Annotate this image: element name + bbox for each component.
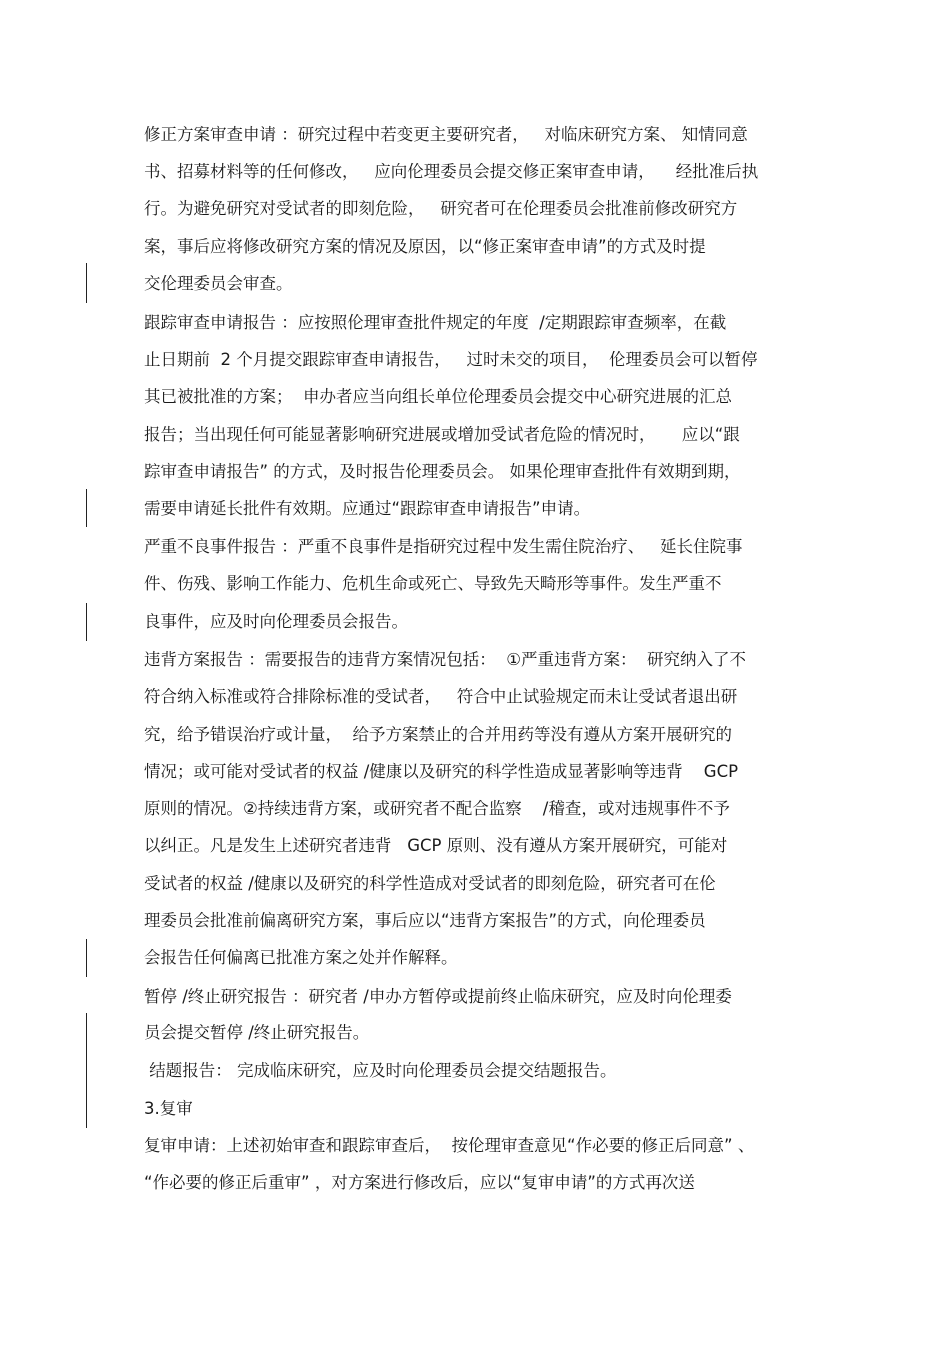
text-line: 其已被批准的方案； 申办者应当向组长单位伦理委员会提交中心研究进展的汇总	[144, 387, 732, 406]
text-line: 员会提交暂停 /终止研究报告。	[144, 1023, 370, 1042]
text-line: 踪审查申请报告” 的方式，及时报告伦理委员会。 如果伦理审查批件有效期到期，	[144, 462, 741, 481]
text-line: 需要申请延长批件有效期。应通过“跟踪审查申请报告”申请。	[144, 499, 591, 518]
change-bar	[86, 603, 87, 641]
text-line: 暂停 /终止研究报告 ：研究者 /申办方暂停或提前终止临床研究，应及时向伦理委	[144, 987, 732, 1006]
change-bar	[86, 1013, 87, 1128]
text-line: 跟踪审查申请报告 ：应按照伦理审查批件规定的年度 /定期跟踪审查频率，在截	[144, 313, 727, 332]
text-line: 交伦理委员会审查。	[144, 274, 293, 293]
text-line: 良事件，应及时向伦理委员会报告。	[144, 612, 408, 631]
text-line: 会报告任何偏离已批准方案之处并作解释。	[144, 948, 458, 967]
text-line: 严重不良事件报告 ：严重不良事件是指研究过程中发生需住院治疗、 延长住院事	[144, 537, 743, 556]
text-line: 以纠正。凡是发生上述研究者违背 GCP 原则、没有遵从方案开展研究，可能对	[144, 836, 728, 855]
text-line: 违背方案报告 ：需要报告的违背方案情况包括： ①严重违背方案： 研究纳入了不	[144, 650, 747, 669]
text-line: 受试者的权益 /健康以及研究的科学性造成对受试者的即刻危险，研究者可在伦	[144, 874, 716, 893]
change-bar	[86, 939, 87, 977]
text-line: “作必要的修正后重审” ，对方案进行修改后，应以“复审申请”的方式再次送	[144, 1173, 695, 1192]
text-line: 结题报告： 完成临床研究，应及时向伦理委员会提交结题报告。	[144, 1061, 617, 1080]
text-line: 案，事后应将修改研究方案的情况及原因，以“修正案审查申请”的方式及时提	[144, 237, 706, 256]
text-line: 情况；或可能对受试者的权益 /健康以及研究的科学性造成显著影响等违背 GCP	[144, 762, 739, 781]
text-line: 修正方案审查申请 ：研究过程中若变更主要研究者， 对临床研究方案、 知情同意	[144, 125, 748, 144]
text-line: 究，给予错误治疗或计量， 给予方案禁止的合并用药等没有遵从方案开展研究的	[144, 725, 732, 744]
text-line: 符合纳入标准或符合排除标准的受试者， 符合中止试验规定而未让受试者退出研	[144, 687, 738, 706]
change-bar	[86, 489, 87, 527]
text-line: 止日期前 2 个月提交跟踪审查申请报告， 过时未交的项目， 伦理委员会可以暂停	[144, 350, 758, 369]
text-line: 理委员会批准前偏离研究方案，事后应以“违背方案报告”的方式，向伦理委员	[144, 911, 706, 930]
text-line: 书、招募材料等的任何修改， 应向伦理委员会提交修正案审查申请， 经批准后执	[144, 162, 759, 181]
text-line: 行。为避免研究对受试者的即刻危险， 研究者可在伦理委员会批准前修改研究方	[144, 199, 738, 218]
text-line: 报告；当出现任何可能显著影响研究进展或增加受试者危险的情况时， 应以“跟	[144, 425, 740, 444]
change-bar	[86, 263, 87, 303]
section-heading: 3.复审	[144, 1099, 193, 1118]
text-line: 原则的情况。②持续违背方案，或研究者不配合监察 /稽查，或对违规事件不予	[144, 799, 730, 818]
text-line: 件、伤残、影响工作能力、危机生命或死亡、导致先天畸形等事件。发生严重不	[144, 574, 722, 593]
text-line: 复审申请：上述初始审查和跟踪审查后， 按伦理审查意见“作必要的修正后同意” 、	[144, 1136, 755, 1155]
